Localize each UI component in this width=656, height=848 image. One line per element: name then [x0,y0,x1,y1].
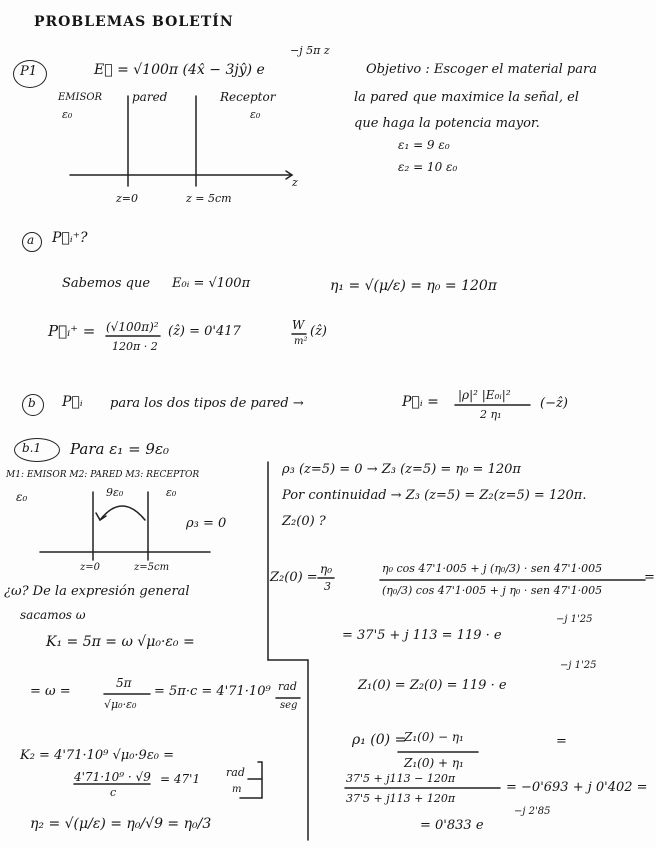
calc-numerator: 37'5 + j113 − 120π [346,772,456,785]
final-exp: −j 2'85 [514,806,551,817]
objective-line-3: que haga la potencia mayor. [354,116,540,131]
z1-equation: Z₁(0) = Z₂(0) = 119 · e [358,678,507,693]
field-exponent: −j 5π z [290,44,330,57]
part-a-question: P⃗ᵢ⁺? [52,230,88,246]
z2-lhs: Z₂(0) = [270,570,318,585]
b1-receptor-eps: ε₀ [166,486,177,499]
reflection-arc [100,506,145,520]
pi-unit-den: m² [294,336,308,347]
continuity-line: Por continuidad → Z₃ (z=5) = Z₂(z=5) = 120π. [282,488,587,503]
part-b-lhs: P⃗ᵢ [62,394,83,410]
z2-frac-den: 3 [324,580,331,593]
p1-label: P1 [20,64,38,79]
objective-line-1: Objetivo : Escoger el material para [366,62,597,77]
media-labels: M1: EMISOR M2: PARED M3: RECEPTOR [6,470,200,480]
k2-result: = 47'1 [160,772,201,786]
k1-equation: K₁ = 5π = ω √μ₀·ε₀ = [46,634,195,650]
pi-denominator: 120π · 2 [112,340,158,353]
eps1-value: ε₁ = 9 ε₀ [398,138,450,152]
z2-question: Z₂(0) ? [282,514,326,529]
rho1-denominator: Z₁(0) + η₁ [404,756,464,770]
page-title: PROBLEMAS BOLETÍN [34,14,234,30]
z0-label: z=0 [116,192,139,205]
part-b-denominator: 2 η₁ [480,408,502,421]
eta2-equation: η₂ = √(μ/ε) = η₀/√9 = η₀/3 [30,816,212,832]
part-b1-label: b.1 [22,441,42,455]
part-b-rhs: P⃗ᵢ = [402,394,439,410]
z2-result-exp: −j 1'25 [556,614,593,625]
k2-unit-den: m [232,784,242,795]
calc-result: = −0'693 + j 0'402 = [506,780,648,795]
pi-tail: (ẑ) [310,324,327,339]
z2-equals: = [644,570,655,585]
pared-label: pared [132,90,168,104]
sabemos-text: Sabemos que [62,276,151,291]
receptor-eps: ε₀ [250,108,261,121]
z-axis-label: z [292,176,298,189]
pi-numerator: (√100π)² [106,320,159,334]
part-b-tail: (−ẑ) [540,396,568,411]
eta1-equation: η₁ = √(μ/ε) = η₀ = 120π [330,278,497,294]
k2-numerator: 4'71·10⁹ · √9 [74,770,151,784]
receptor-label: Receptor [220,90,276,104]
eps2-value: ε₂ = 10 ε₀ [398,160,458,174]
w-question-2: sacamos ω [20,608,86,622]
b1-z5-label: z=5cm [134,562,170,573]
part-b-label: b [28,396,36,410]
z2-numerator: η₀ cos 47'1·005 + j (η₀/3) · sen 47'1·005 [382,562,603,575]
w-unit-den: seg [280,700,298,711]
part-b1-title: Para ε₁ = 9ε₀ [70,440,170,458]
e0i-equation: E₀ᵢ = √100π [172,276,251,291]
field-equation: E⃗ = √100π (4x̂ − 3jŷ) e [94,62,265,78]
objective-line-2: la pared que maximice la señal, el [354,90,579,105]
rho1-equals: = [556,734,567,749]
k2-unit-num: rad [226,766,245,779]
rho1-lhs: ρ₁ (0) = [352,732,407,748]
pi-result: (ẑ) = 0'417 [168,324,241,339]
pi-unit-num: W [292,318,305,332]
part-b-numerator: |ρ|² |E₀ᵢ|² [458,388,511,402]
part-b-text: para los dos tipos de pared → [110,396,304,411]
emisor-eps: ε₀ [62,108,73,121]
z1-exp: −j 1'25 [560,660,597,671]
w-denominator: √μ₀·ε₀ [104,698,137,711]
w-result: = 5π·c = 4'71·10⁹ [154,684,271,699]
final-result: = 0'833 e [420,818,484,833]
b1-pared-eps: 9ε₀ [106,486,124,499]
b1-emisor-eps: ε₀ [16,490,28,504]
k2-line-1: K₂ = 4'71·10⁹ √μ₀·9ε₀ = [20,748,175,763]
w-equation-lhs: = ω = [30,684,71,699]
rho3-z5-line: ρ₃ (z=5) = 0 → Z₃ (z=5) = η₀ = 120π [282,462,521,477]
w-unit-num: rad [278,680,297,693]
w-numerator: 5π [116,676,132,690]
pi-lhs: P⃗ᵢ⁺ = [48,322,96,340]
k2-denominator: c [110,786,117,799]
calc-denominator: 37'5 + j113 + 120π [346,792,456,805]
part-a-label: a [27,233,35,247]
b1-z0-label: z=0 [80,562,101,573]
rho3-value: ρ₃ = 0 [186,516,227,531]
emisor-label: EMISOR [58,92,103,103]
rho1-numerator: Z₁(0) − η₁ [404,730,464,744]
w-question: ¿ω? De la expresión general [4,584,190,599]
z5-label: z = 5cm [186,192,232,205]
z2-result: = 37'5 + j 113 = 119 · e [342,628,502,643]
z2-denominator: (η₀/3) cos 47'1·005 + j η₀ · sen 47'1·005 [382,584,603,597]
z2-frac-num: η₀ [320,562,332,576]
